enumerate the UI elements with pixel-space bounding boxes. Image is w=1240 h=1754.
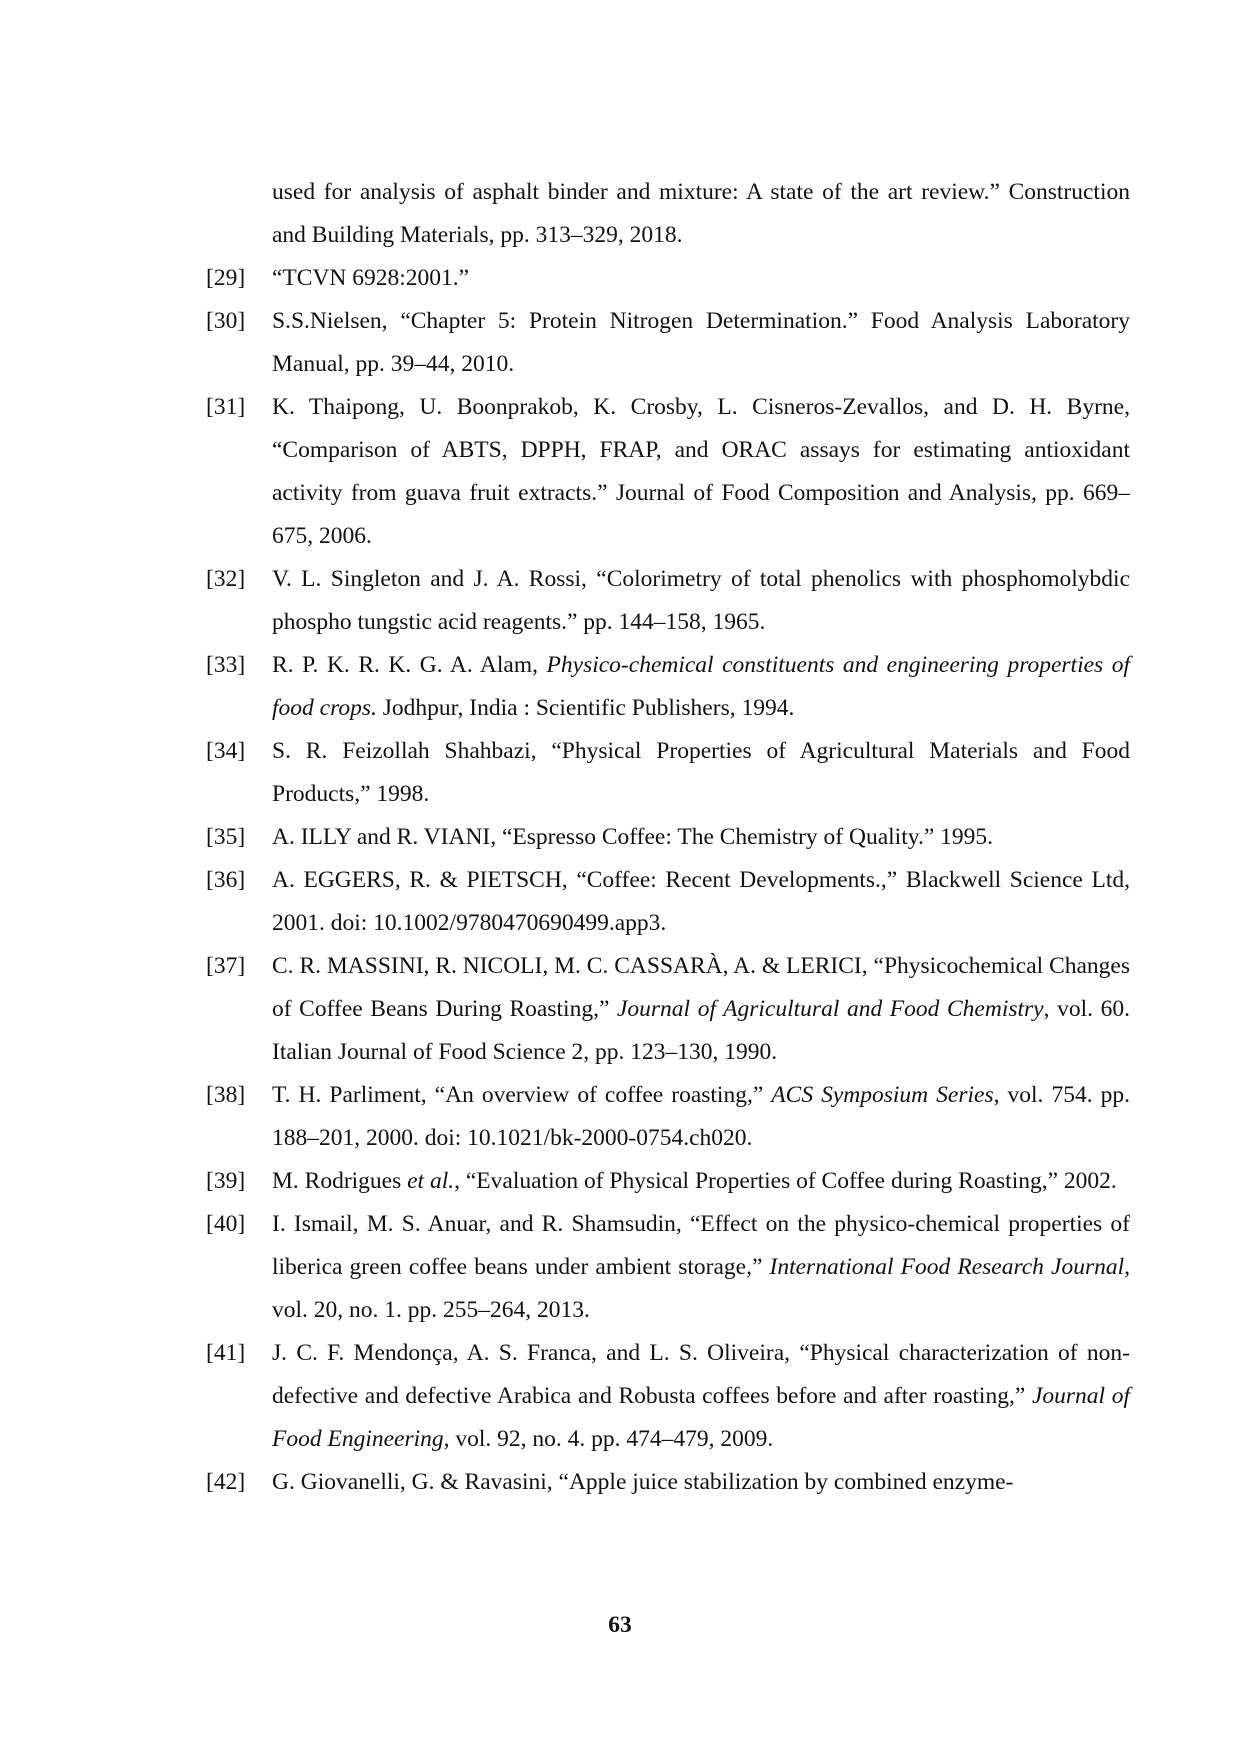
reference-segment: , vol. 20, no. 1. pp. 255–264, 2013. [272,1254,1130,1323]
reference-segment: S.S.Nielsen, “Chapter 5: Protein Nitrogen Determination.” Food Analysis Laboratory Manual, pp. 39–44, 2010. [272,308,1130,377]
reference-number: [33] [206,652,246,678]
reference-segment: K. Thaipong, U. Boonprakob, K. Crosby, L. Cisneros-Zevallos, and D. H. Byrne, “Comparison of ABTS, DPPH, FRAP, and ORAC assays for estimating antioxidant activity from guava fruit extracts.” Journal of Food Composition and Analysis, pp. 669–675, 2006. [272,394,1130,549]
reference-italic-segment: Journal of Agricultural and Food Chemistry [616,996,1044,1022]
reference-italic-segment: et al. [407,1168,455,1194]
reference-italic-segment: Journal of Food Engineering [272,1383,1130,1452]
reference-segment: V. L. Singleton and J. A. Rossi, “Colorimetry of total phenolics with phosphomolybdic phospho tungstic acid reagents.” pp. 144–158, 1965. [272,566,1130,635]
reference-number: [31] [206,394,246,420]
reference-text [272,730,1130,816]
reference-entry [206,1461,1130,1504]
reference-entry [206,1332,1130,1461]
reference-text [272,1203,1130,1332]
reference-list [206,171,1130,1504]
reference-text [272,1074,1130,1160]
reference-number: [29] [206,265,246,291]
reference-number: [30] [206,308,246,334]
reference-entry [206,171,1130,257]
reference-segment: I. Ismail, M. S. Anuar, and R. Shamsudin, “Effect on the physico-chemical properties of liberica green coffee beans under ambient storage,” [272,1211,1130,1280]
reference-entry [206,945,1130,1074]
reference-segment: used for analysis of asphalt binder and mixture: A state of the art review.” Construction and Building Materials, pp. 313–329, 2018. [272,179,1130,248]
reference-number: [40] [206,1211,246,1237]
reference-text [272,1160,1130,1203]
reference-segment: , vol. 92, no. 4. pp. 474–479, 2009. [443,1426,774,1452]
reference-number: [38] [206,1082,246,1108]
reference-segment: Jodhpur, India : Scientific Publishers, 1994. [376,695,795,721]
reference-text [272,644,1130,730]
reference-entry [206,300,1130,386]
reference-text [272,945,1130,1074]
reference-segment: R. P. K. R. K. G. A. Alam, [272,652,547,678]
reference-entry [206,257,1130,300]
reference-text [272,257,1130,300]
reference-segment: , vol. 60. Italian Journal of Food Science 2, pp. 123–130, 1990. [272,996,1130,1065]
reference-number: [36] [206,867,246,893]
reference-text [272,558,1130,644]
reference-segment: A. ILLY and R. VIANI, “Espresso Coffee: The Chemistry of Quality.” 1995. [272,824,994,850]
reference-entry [206,1203,1130,1332]
reference-text [272,171,1130,257]
reference-number: [34] [206,738,246,764]
reference-text [272,859,1130,945]
reference-italic-segment: Physico-chemical constituents and engineering properties of food crops. [272,652,1130,721]
reference-text [272,386,1130,558]
reference-segment: , “Evaluation of Physical Properties of Coffee during Roasting,” 2002. [454,1168,1117,1194]
reference-entry [206,386,1130,558]
reference-text [272,1461,1130,1504]
reference-entry [206,1074,1130,1160]
reference-entry [206,644,1130,730]
reference-number: [39] [206,1168,246,1194]
reference-segment: “TCVN 6928:2001.” [272,265,470,291]
reference-text [272,816,1130,859]
reference-text [272,1332,1130,1461]
reference-number: [35] [206,824,246,850]
reference-segment: A. EGGERS, R. & PIETSCH, “Coffee: Recent Developments.,” Blackwell Science Ltd, 2001. doi: 10.1002/9780470690499.app3. [272,867,1130,936]
reference-italic-segment: International Food Research Journal [769,1254,1125,1280]
reference-segment: G. Giovanelli, G. & Ravasini, “Apple juice stabilization by combined enzyme- [272,1469,1014,1495]
reference-number: [37] [206,953,246,979]
reference-segment: , vol. 754. pp. 188–201, 2000. doi: 10.1021/bk-2000-0754.ch020. [272,1082,1131,1151]
page-number: 63 [608,1612,632,1638]
reference-segment: M. Rodrigues [272,1168,408,1194]
reference-entry [206,730,1130,816]
reference-number: [41] [206,1340,246,1366]
reference-segment: C. R. MASSINI, R. NICOLI, M. C. CASSARÀ, A. & LERICI, “Physicochemical Changes of Coffee Beans During Roasting,” [272,953,1130,1022]
reference-number: [42] [206,1469,246,1495]
reference-entry [206,558,1130,644]
reference-text [272,300,1130,386]
reference-segment: T. H. Parliment, “An overview of coffee roasting,” [272,1082,772,1108]
reference-number: [32] [206,566,246,592]
reference-entry [206,816,1130,859]
reference-italic-segment: ACS Symposium Series [771,1082,994,1108]
reference-segment: J. C. F. Mendonça, A. S. Franca, and L. S. Oliveira, “Physical characterization of non-defective and defective Arabica and Robusta coffees before and after roasting,” [272,1340,1130,1409]
reference-entry [206,859,1130,945]
reference-segment: S. R. Feizollah Shahbazi, “Physical Properties of Agricultural Materials and Food Products,” 1998. [272,738,1130,807]
reference-entry [206,1160,1130,1203]
